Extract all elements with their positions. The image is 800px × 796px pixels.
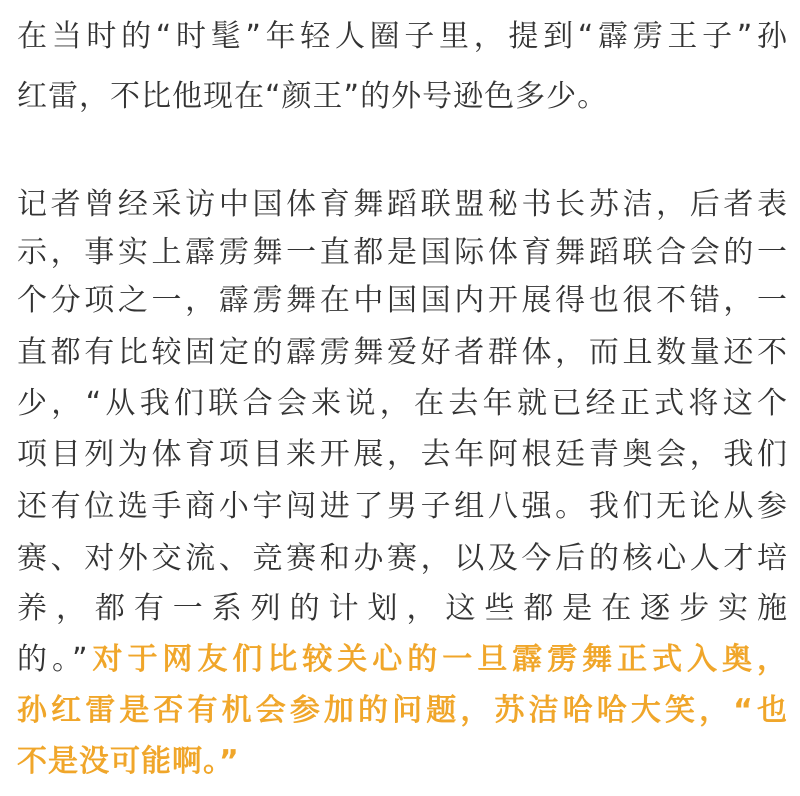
text-line: 个分项之一，霹雳舞在中国国内开展得也很不错，一	[17, 283, 788, 318]
highlighted-text-line: 孙红雷是否有机会参加的问题，苏洁哈哈大笑，“也	[17, 693, 788, 728]
text-line: 在当时的“时髦”年轻人圈子里，提到“霹雳王子”孙	[17, 19, 788, 54]
text-line: 记者曾经采访中国体育舞蹈联盟秘书长苏洁，后者表	[17, 187, 788, 222]
text-line-mixed	[17, 643, 788, 677]
text-line: 项目列为体育项目来开展，去年阿根廷青奥会，我们	[17, 437, 788, 472]
text-line: 还有位选手商小宇闯进了男子组八强。我们无论从参	[17, 489, 788, 524]
text-line: 养，都有一系列的计划，这些都是在逐步实施	[17, 591, 788, 626]
text-line: 红雷，不比他现在“颜王”的外号逊色多少。	[17, 79, 609, 114]
plain-text-segment: 的。”	[17, 642, 89, 677]
highlighted-text-segment: 对于网友们比较关心的一旦霹雳舞正式入奥，	[88, 642, 789, 677]
highlighted-text-line: 不是没可能啊。”	[17, 744, 240, 779]
text-line: 直都有比较固定的霹雳舞爱好者群体，而且数量还不	[17, 335, 788, 370]
text-line: 赛、对外交流、竞赛和办赛，以及今后的核心人才培	[17, 541, 788, 576]
text-line: 少，“从我们联合会来说，在去年就已经正式将这个	[17, 386, 788, 421]
text-line: 示，事实上霹雳舞一直都是国际体育舞蹈联合会的一	[17, 235, 788, 270]
